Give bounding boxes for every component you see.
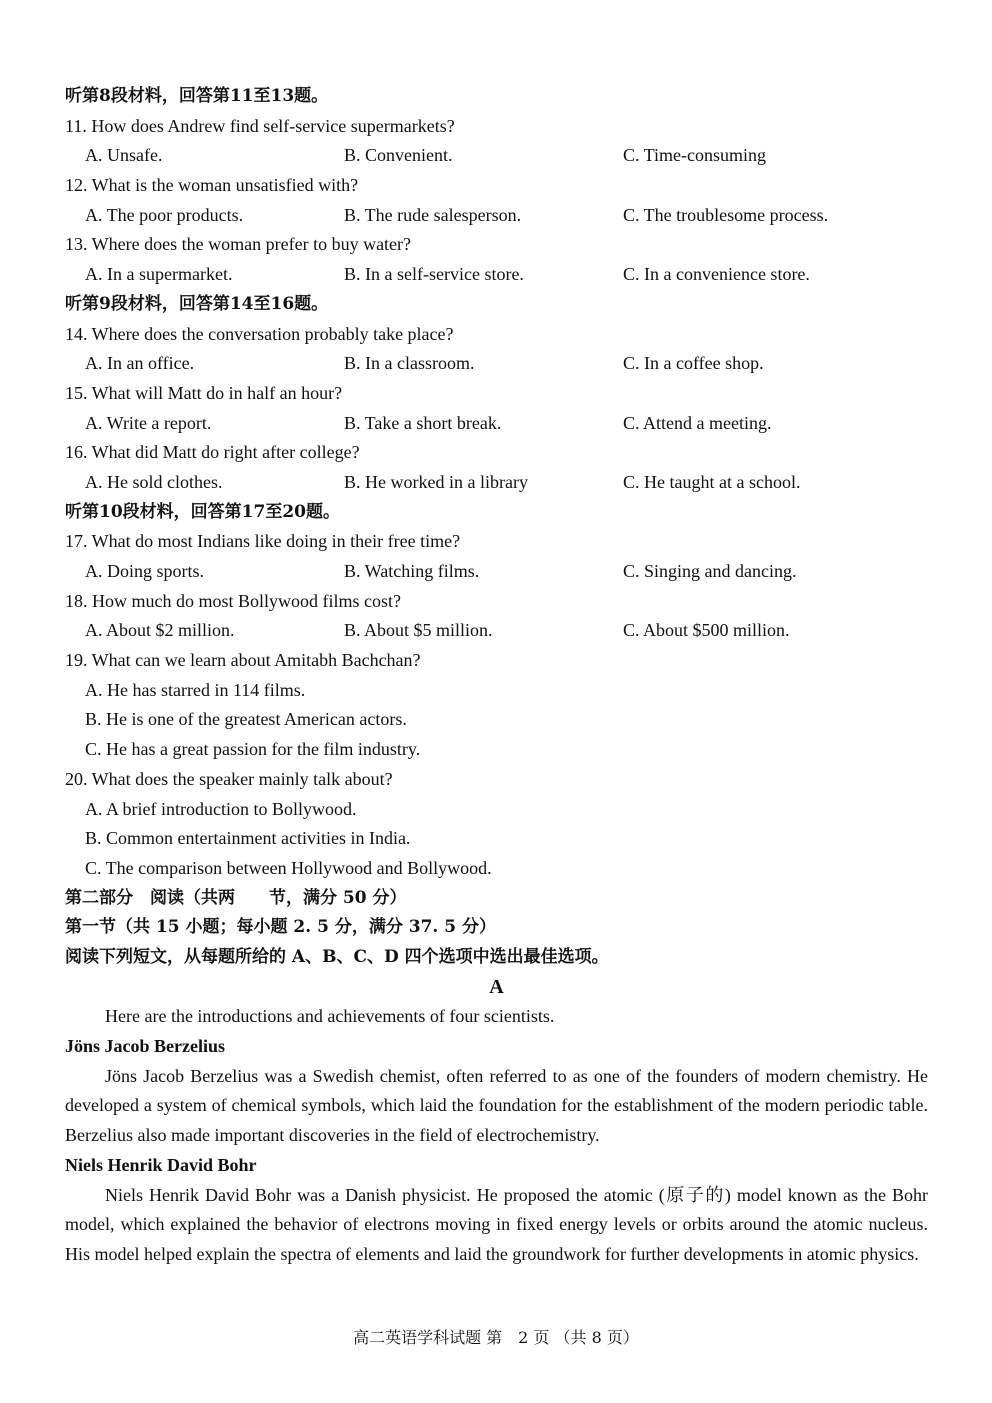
question-stem: 19. What can we learn about Amitabh Bachchan? [65,650,421,671]
option-a: A. He has starred in 114 films. [85,679,306,700]
option-c: C. Singing and dancing. [623,561,797,581]
option-c: C. The comparison between Hollywood and Bollywood. [85,857,492,878]
answer-options [65,616,928,646]
option-b: B. About $5 million. [344,620,493,641]
section-heading: 听第9段材料，回答第14至16题。 [65,293,329,314]
option-a: A. In a supermarket. [85,264,233,285]
answer-options [65,468,928,498]
option-c: C. He has a great passion for the film industry. [85,739,421,760]
option-c: C. In a coffee shop. [623,353,764,374]
section-heading: 听第8段材料，回答第11至13题。 [65,86,329,106]
section-heading: 第一节（共 15 小题；每小题 2. 5 分，满分 37. 5 分） [65,917,496,938]
option-a: A. Unsafe. [85,145,163,166]
option-c: C. Time-consuming [623,145,767,166]
option-c: C. About $500 million. [623,620,790,641]
option-a: A. He sold clothes. [85,471,223,492]
option-a: A. About $2 million. [85,620,235,641]
option-b: B. Convenient. [344,145,453,166]
answer-options [65,201,928,231]
scientist-description: Jöns Jacob Berzelius was a Swedish chemist, often referred to as one of the founders of modern chemistry. He developed a system of chemical symbols, which laid the foundation for the establishment of the modern periodic table. Berzelius also made important discoveries in the field of electrochemistry. [65,1065,928,1146]
instructions: 阅读下列短文，从每题所给的 A、B、C、D 四个选项中选出最佳选项。 [65,946,609,967]
option-b: B. Take a short break. [344,412,502,433]
option-c: C. Attend a meeting. [623,412,772,433]
question-stem: 15. What will Matt do in half an hour? [65,382,343,403]
option-b: B. He worked in a library [344,471,528,492]
option-a: A. Write a report. [85,412,212,433]
option-c: C. The troublesome process. [623,204,829,225]
option-a: A. A brief introduction to Bollywood. [85,798,357,819]
exam-page [65,82,928,1270]
option-b: B. Watching films. [344,561,480,581]
question-stem: 13. Where does the woman prefer to buy water? [65,234,412,255]
scientist-name: Jöns Jacob Berzelius [65,1036,225,1057]
option-b: B. Common entertainment activities in India. [85,828,411,849]
answer-options [65,260,928,290]
option-b: B. In a self-service store. [344,264,524,285]
option-c: C. He taught at a school. [623,471,801,492]
scientist-name: Niels Henrik David Bohr [65,1154,257,1175]
page-footer: 高二英语学科试题 第 2 页 （共 8 页） [353,1328,639,1347]
question-stem: 14. Where does the conversation probably take place? [65,323,454,344]
question-stem: 18. How much do most Bollywood films cost? [65,590,401,611]
option-b: B. In a classroom. [344,353,475,374]
question-stem: 16. What did Matt do right after college? [65,442,360,463]
passage-intro: Here are the introductions and achievements of four scientists. [105,1006,555,1027]
scientist-description: Niels Henrik David Bohr was a Danish physicist. He proposed the atomic (原子的) model known as the Bohr model, which explained the behavior of electrons moving in fixed energy levels or orbits around the atomic nucleus. His model helped explain the spectra of elements and laid the groundwork for further developments in atomic physics. [65,1184,928,1264]
option-b: B. He is one of the greatest American actors. [85,709,407,730]
section-heading: 听第10段材料，回答第17至20题。 [65,501,340,522]
passage-letter: A [489,975,504,998]
question-stem: 20. What does the speaker mainly talk about? [65,768,393,789]
answer-options [65,141,928,171]
option-a: A. Doing sports. [85,561,205,581]
answer-options [65,349,928,379]
part-heading: 第二部分 阅读（共两 节，满分 50 分） [65,887,407,908]
answer-options [65,409,928,439]
question-stem: 11. How does Andrew find self-service supermarkets? [65,115,455,136]
option-b: B. The rude salesperson. [344,204,522,225]
answer-options [65,557,928,587]
option-a: A. In an office. [85,353,195,374]
option-a: A. The poor products. [85,204,244,225]
option-c: C. In a convenience store. [623,264,810,285]
question-stem: 17. What do most Indians like doing in their free time? [65,531,461,552]
question-stem: 12. What is the woman unsatisfied with? [65,175,359,196]
